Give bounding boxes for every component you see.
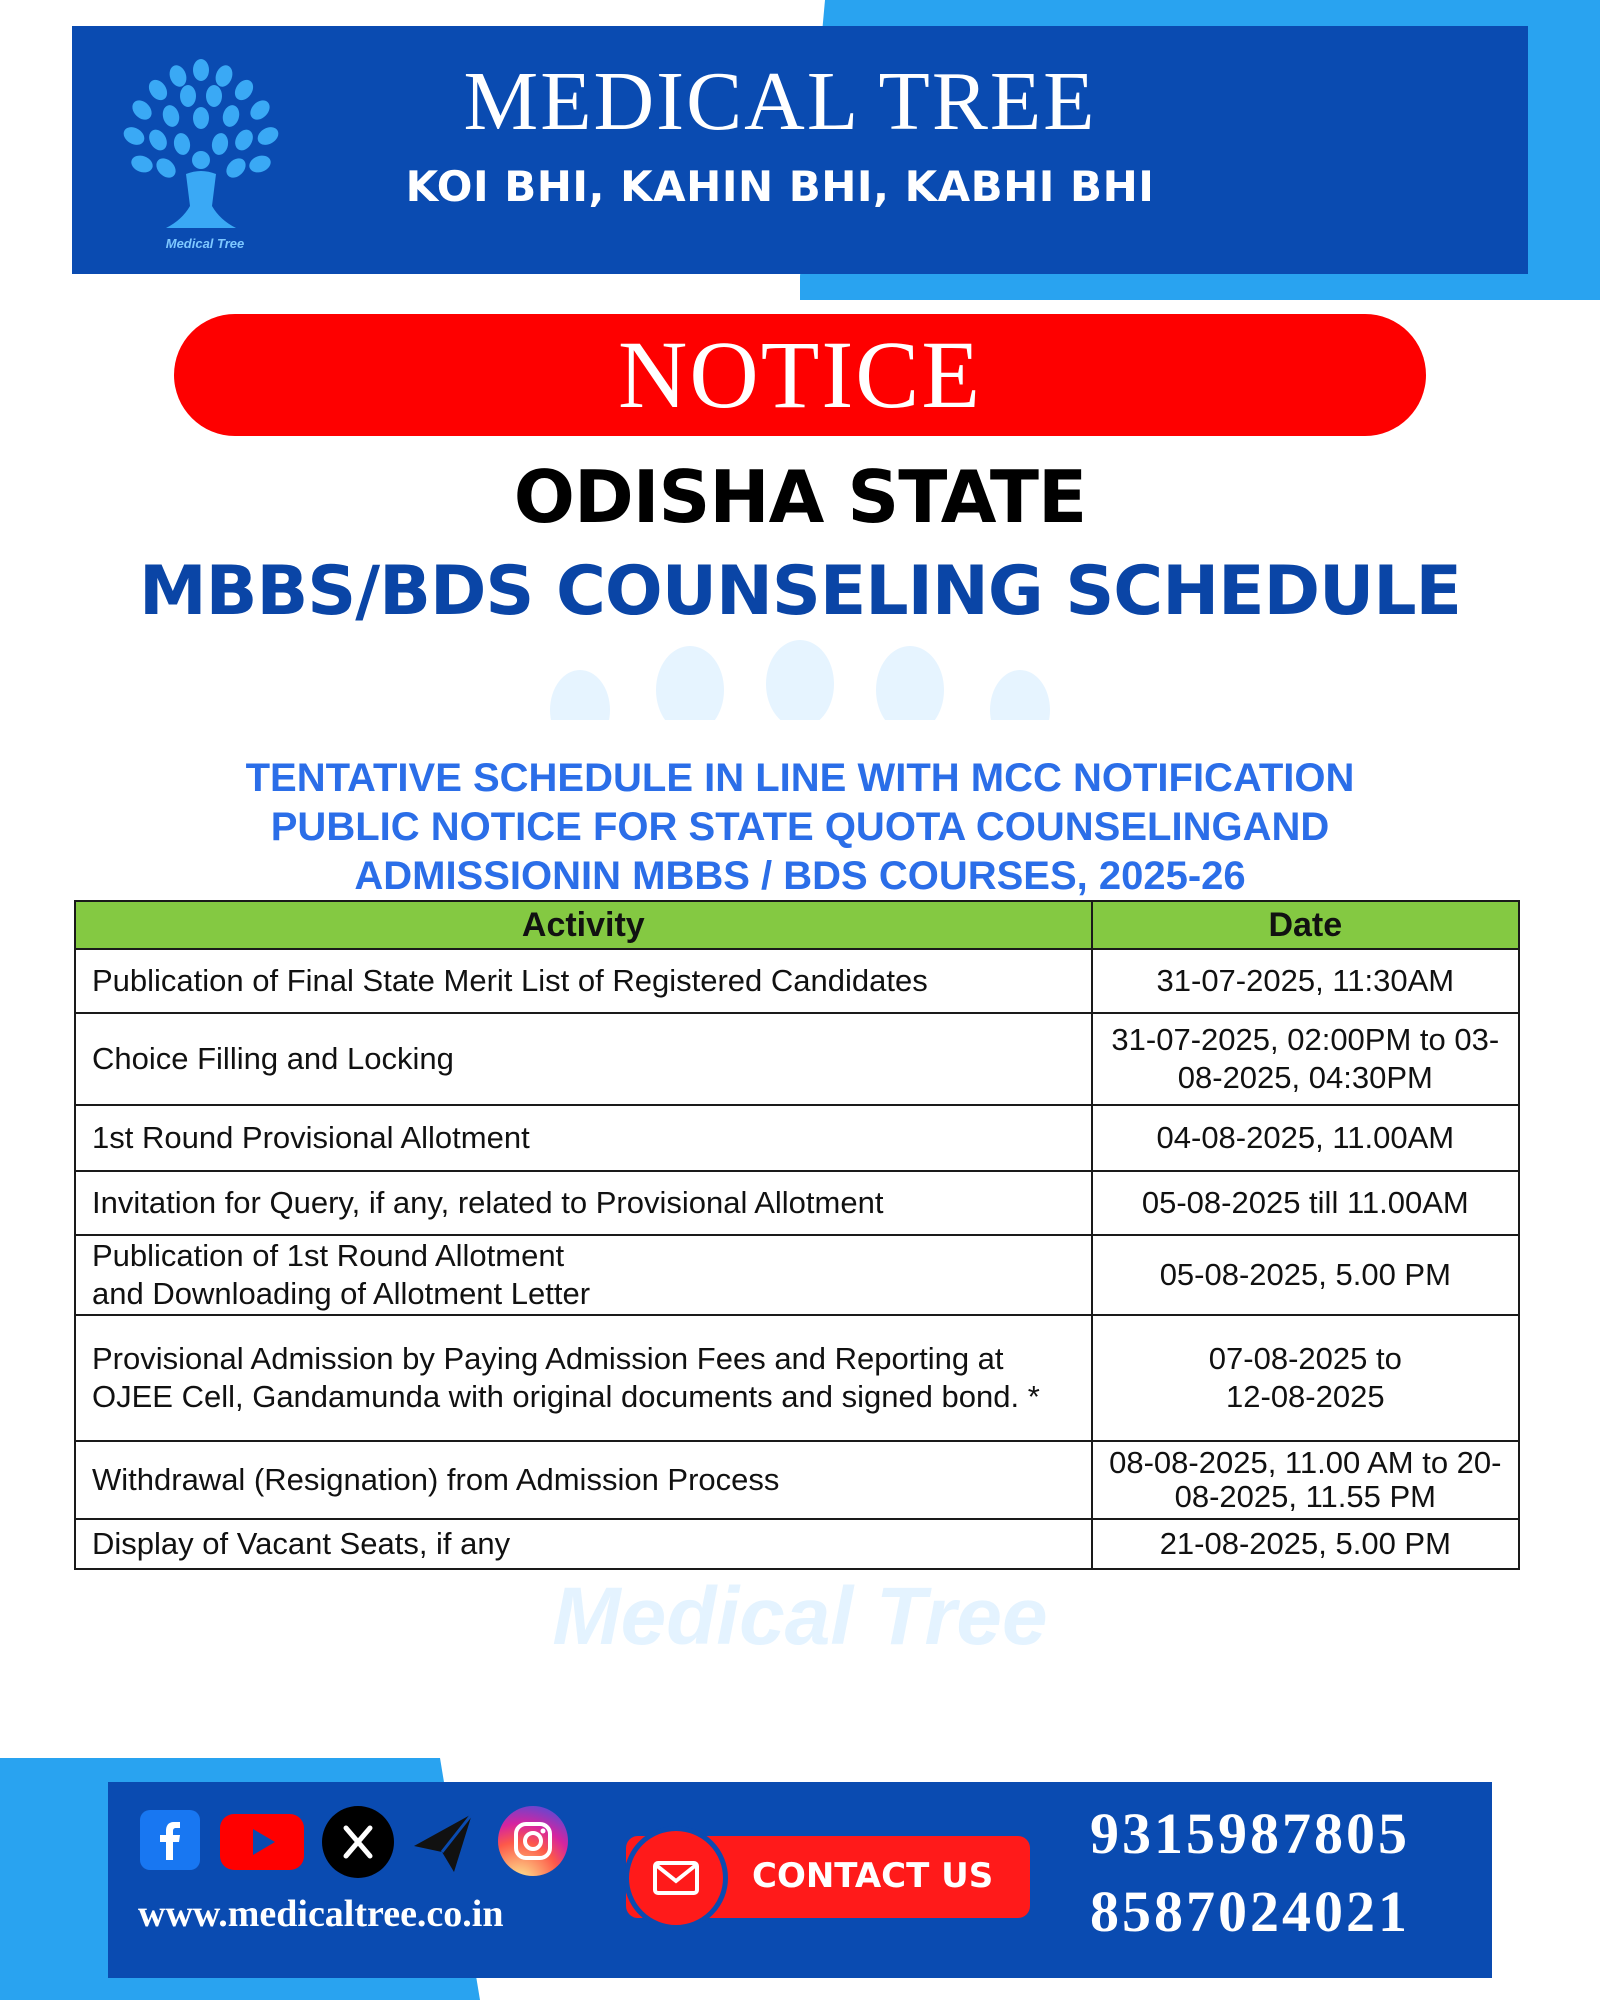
telegram-icon[interactable] [408, 1806, 478, 1878]
table-row [75, 1441, 1519, 1519]
date-cell: 04-08-2025, 11.00AM [1092, 1105, 1519, 1171]
medical-tree-logo [116, 56, 286, 250]
table-row [75, 1519, 1519, 1569]
table-row [75, 1315, 1519, 1441]
schedule-heading-line: ADMISSIONIN MBBS / BDS COURSES, 2025-26 [354, 854, 1246, 898]
watermark-text: Medical Tree [552, 1571, 1048, 1662]
activity-cell: 1st Round Provisional Allotment [75, 1105, 1092, 1171]
x-icon[interactable] [322, 1806, 394, 1878]
schedule-heading-line: PUBLIC NOTICE FOR STATE QUOTA COUNSELINGAND [270, 805, 1330, 849]
instagram-icon[interactable] [498, 1806, 568, 1876]
activity-cell: Provisional Admission by Paying Admission Fees and Reporting at OJEE Cell, Gandamunda with original documents and signed bond. * [75, 1315, 1092, 1441]
phone-number-primary[interactable]: 9315987805 [1090, 1801, 1410, 1866]
activity-cell: Display of Vacant Seats, if any [75, 1519, 1092, 1569]
date-cell: 05-08-2025 till 11.00AM [1092, 1171, 1519, 1235]
table-row [75, 949, 1519, 1013]
activity-cell: Publication of Final State Merit List of Registered Candidates [75, 949, 1092, 1013]
schedule-title: MBBS/BDS COUNSELING SCHEDULE [138, 552, 1462, 631]
table-header-row [75, 901, 1519, 949]
logo-caption: Medical Tree [165, 236, 245, 251]
phone-number-secondary[interactable]: 8587024021 [1090, 1879, 1410, 1944]
mail-icon[interactable] [624, 1826, 728, 1930]
activity-cell: Withdrawal (Resignation) from Admission Process [75, 1441, 1092, 1519]
date-cell: 05-08-2025, 5.00 PM [1092, 1235, 1519, 1315]
website-link[interactable]: www.medicaltree.co.in [138, 1893, 504, 1935]
notice-label: NOTICE [618, 321, 982, 428]
date-cell: 31-07-2025, 11:30AM [1092, 949, 1519, 1013]
state-title: ODISHA STATE [513, 455, 1087, 539]
table-row [75, 1013, 1519, 1105]
youtube-icon[interactable] [220, 1814, 304, 1870]
column-header-date: Date [1092, 901, 1519, 949]
date-cell: 31-07-2025, 02:00PM to 03-08-2025, 04:30PM [1092, 1013, 1519, 1105]
table-row [75, 1235, 1519, 1315]
activity-cell: Choice Filling and Locking [75, 1013, 1092, 1105]
schedule-table [74, 900, 1520, 1570]
activity-cell: Publication of 1st Round Allotment and Downloading of Allotment Letter [75, 1235, 1092, 1315]
watermark-leaves [540, 640, 1060, 720]
column-header-activity: Activity [75, 901, 1092, 949]
notice-banner [174, 314, 1426, 436]
date-cell: 21-08-2025, 5.00 PM [1092, 1519, 1519, 1569]
date-cell: 07-08-2025 to 12-08-2025 [1092, 1315, 1519, 1441]
activity-cell: Invitation for Query, if any, related to Provisional Allotment [75, 1171, 1092, 1235]
brand-title: MEDICAL TREE [463, 55, 1097, 148]
table-row [75, 1105, 1519, 1171]
contact-us-label: CONTACT US [752, 1856, 994, 1896]
date-cell: 08-08-2025, 11.00 AM to 20-08-2025, 11.55 PM [1092, 1441, 1519, 1519]
brand-tagline: KOI BHI, KAHIN BHI, KABHI BHI [405, 162, 1155, 211]
facebook-icon[interactable] [140, 1810, 200, 1870]
schedule-heading [0, 754, 1600, 901]
table-row [75, 1171, 1519, 1235]
schedule-heading-line: TENTATIVE SCHEDULE IN LINE WITH MCC NOTIFICATION [245, 756, 1355, 800]
